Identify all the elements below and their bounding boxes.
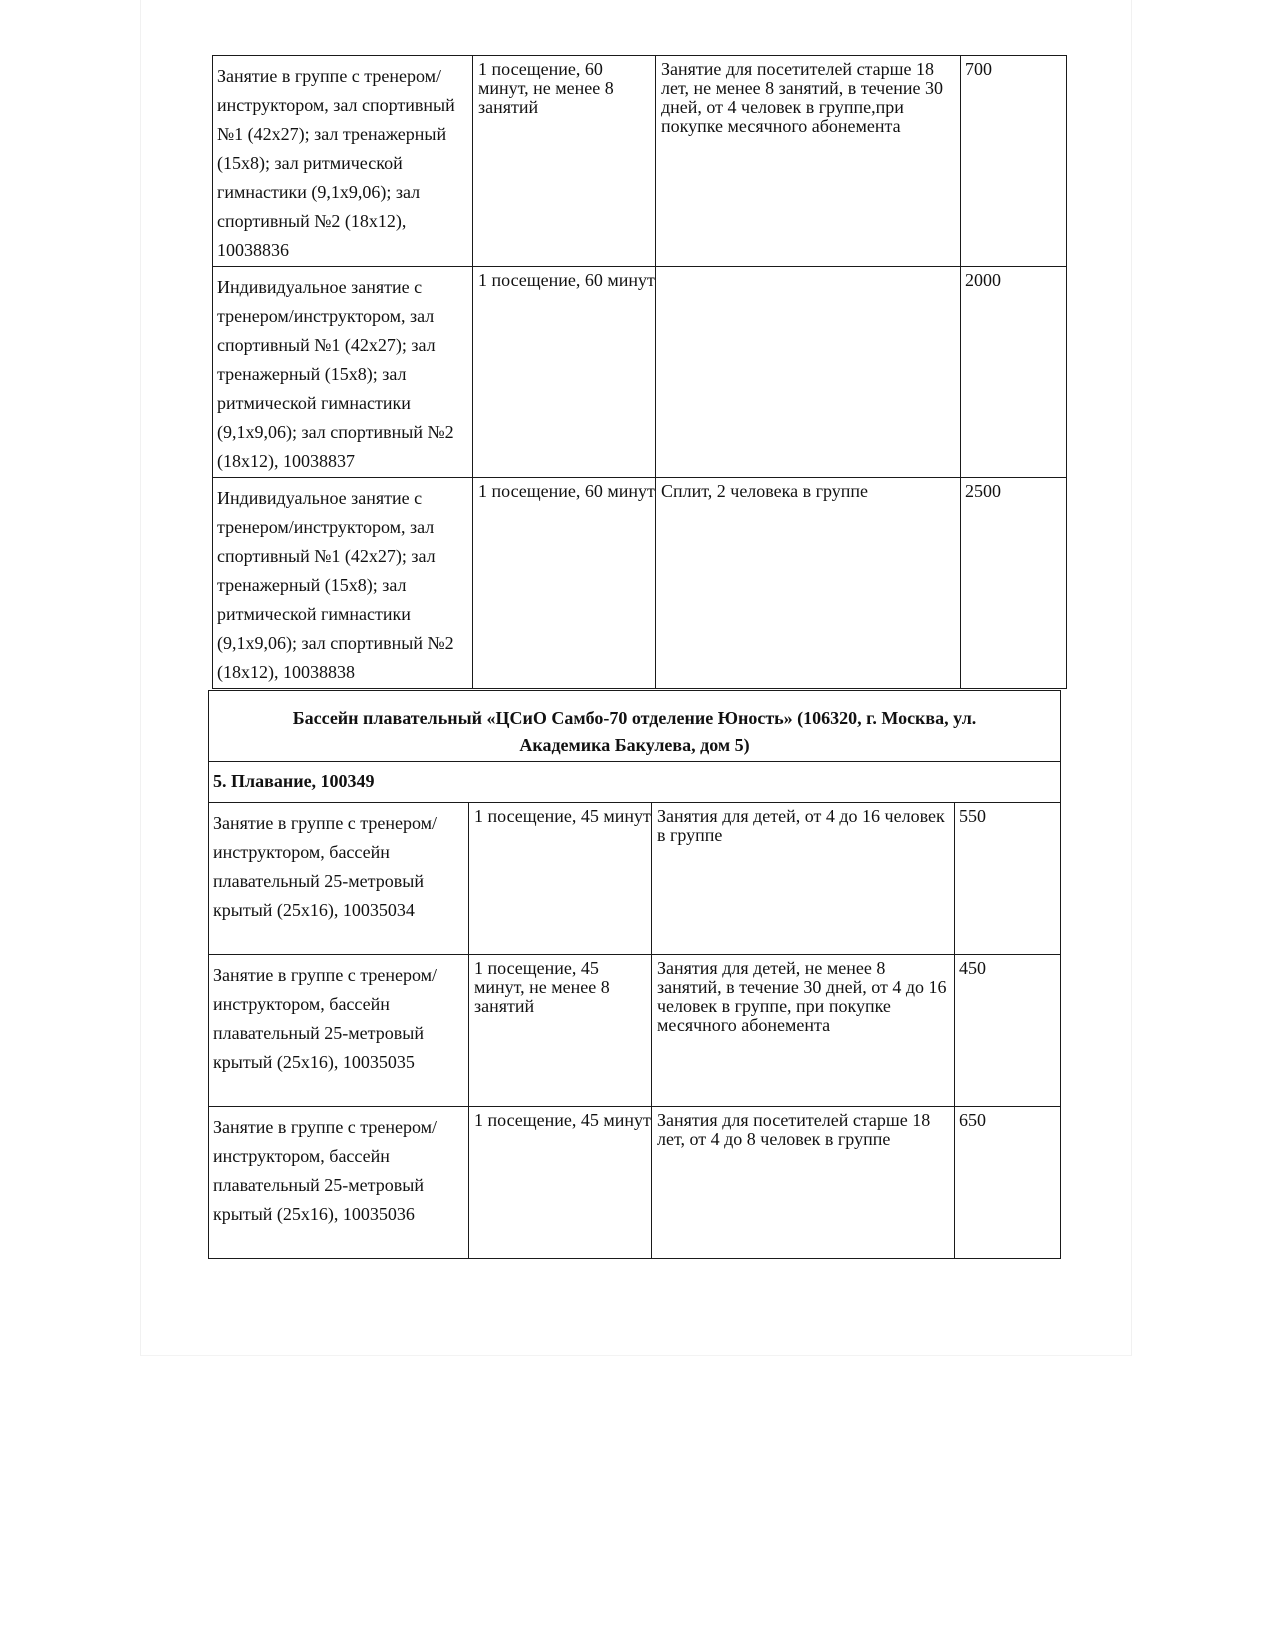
service-unit-cell	[473, 56, 656, 267]
venue-heading: Бассейн плавательный «ЦСиО Самбо-70 отделение Юность» (106320, г. Москва, ул. Академика Бакулева, дом 5)	[292, 708, 977, 755]
service-unit: 1 посещение, 60 минут	[478, 270, 655, 290]
service-note-cell	[652, 955, 955, 1107]
service-price-cell	[955, 955, 1061, 1107]
service-note-cell	[652, 1107, 955, 1259]
table-row	[209, 955, 1061, 1107]
service-note: Занятие для посетителей старше 18 лет, не менее 8 занятий, в течение 30 дней, от 4 человек в группе,при покупке месячного абонемента	[661, 59, 943, 136]
service-note-cell	[652, 803, 955, 955]
service-unit-cell	[469, 803, 652, 955]
section-heading: 5. Плавание, 100349	[213, 771, 375, 791]
service-unit-cell	[469, 1107, 652, 1259]
venue-heading-cell	[209, 691, 1061, 762]
service-price-cell	[955, 1107, 1061, 1259]
service-unit: 1 посещение, 60 минут	[478, 481, 655, 501]
service-price: 650	[959, 1110, 986, 1130]
section-row	[209, 762, 1061, 803]
service-description: Индивидуальное занятие с тренером/инструктором, зал спортивный №1 (42х27); зал тренажерный (15х8); зал ритмической гимнастики (9,1х9,06); зал спортивный №2 (18х12), 10038838	[217, 488, 454, 682]
service-description: Занятие в группе с тренером/инструктором, бассейн плавательный 25-метровый крытый (25х16), 10035036	[213, 1117, 438, 1224]
services-price-table-pool	[208, 690, 1061, 1259]
service-price-cell	[955, 803, 1061, 955]
service-price: 550	[959, 806, 986, 826]
service-price-cell	[961, 478, 1067, 689]
service-unit: 1 посещение, 45 минут	[474, 806, 651, 826]
services-price-table-top	[212, 55, 1067, 689]
service-note-cell	[656, 56, 961, 267]
service-note: Занятия для детей, от 4 до 16 человек в группе	[657, 806, 945, 845]
service-description: Занятие в группе с тренером/инструктором, бассейн плавательный 25-метровый крытый (25х16), 10035035	[213, 965, 438, 1072]
service-price: 2500	[965, 481, 1001, 501]
service-unit-cell	[473, 267, 656, 478]
service-unit-cell	[473, 478, 656, 689]
service-unit-cell	[469, 955, 652, 1107]
service-description-cell	[213, 478, 473, 689]
table-row	[209, 1107, 1061, 1259]
section-heading-cell	[209, 762, 1061, 803]
service-description-cell	[213, 56, 473, 267]
table-row	[213, 56, 1067, 267]
service-price: 450	[959, 958, 986, 978]
service-description-cell	[209, 1107, 469, 1259]
service-price-cell	[961, 56, 1067, 267]
service-note: Сплит, 2 человека в группе	[661, 481, 869, 501]
service-description: Индивидуальное занятие с тренером/инструктором, зал спортивный №1 (42х27); зал тренажерный (15х8); зал ритмической гимнастики (9,1х9,06); зал спортивный №2 (18х12), 10038837	[217, 277, 454, 471]
service-unit: 1 посещение, 45 минут	[474, 1110, 651, 1130]
service-note: Занятия для детей, не менее 8 занятий, в течение 30 дней, от 4 до 16 человек в группе, при покупке месячного абонемента	[657, 958, 947, 1035]
table-row	[209, 803, 1061, 955]
service-note	[656, 267, 960, 271]
service-note-cell	[656, 478, 961, 689]
service-description-cell	[209, 803, 469, 955]
service-unit: 1 посещение, 60 минут, не менее 8 занятий	[478, 59, 614, 117]
service-price-cell	[961, 267, 1067, 478]
service-price: 2000	[965, 270, 1001, 290]
service-note-cell	[656, 267, 961, 478]
service-note: Занятия для посетителей старше 18 лет, от 4 до 8 человек в группе	[657, 1110, 931, 1149]
table-row	[213, 267, 1067, 478]
service-description-cell	[213, 267, 473, 478]
service-unit: 1 посещение, 45 минут, не менее 8 занятий	[474, 958, 610, 1016]
service-description-cell	[209, 955, 469, 1107]
service-description: Занятие в группе с тренером/инструктором, зал спортивный №1 (42х27); зал тренажерный (15х8); зал ритмической гимнастики (9,1х9,06); зал спортивный №2 (18х12), 10038836	[217, 66, 455, 260]
table-row	[213, 478, 1067, 689]
service-description: Занятие в группе с тренером/инструктором, бассейн плавательный 25-метровый крытый (25х16), 10035034	[213, 813, 438, 920]
venue-row	[209, 691, 1061, 762]
service-price: 700	[965, 59, 992, 79]
